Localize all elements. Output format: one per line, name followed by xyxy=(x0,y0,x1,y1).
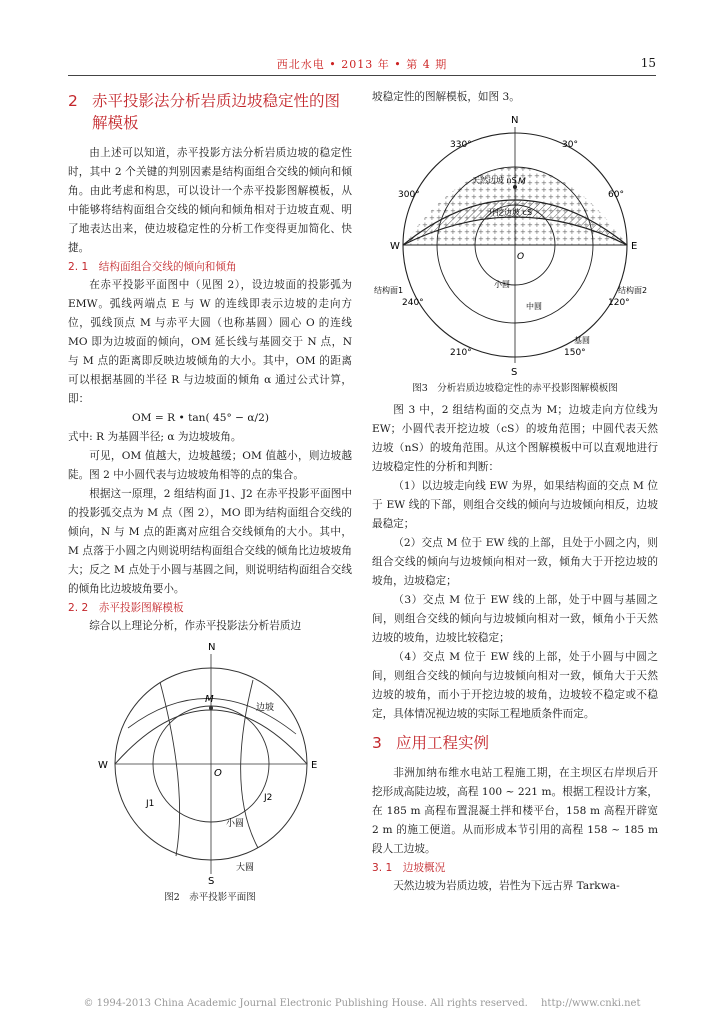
subsection-2-1-heading: 2. 1 结构面组合交线的倾向和倾角 xyxy=(68,261,237,273)
fig3-label-excavated-slope: 开挖边坡 cS xyxy=(488,208,533,217)
fig2-label-m: M xyxy=(205,694,214,705)
fig3-label-120: 120° xyxy=(608,298,630,308)
formula-om: OM = R • tan( 45° − α/2) xyxy=(132,412,269,424)
fig2-label-j1: J1 xyxy=(146,799,155,809)
header-rule xyxy=(68,75,656,76)
fig3-label-base-circle: 基圆 xyxy=(574,336,590,345)
figure-3-diagram xyxy=(372,109,658,379)
case-4: （4）交点 M 位于 EW 线的上部，处于小圆与中圆之间，则组合交线的倾向与边坡倾向相对一致，倾角大于天然边坡的坡角，而小于开挖边坡的坡角，边坡较不稳定或不稳定，具体情况视边坡的实际工程地质条件而定。 xyxy=(372,651,658,720)
paragraph-2-2-a: 综合以上理论分析，作赤平投影法分析岩质边 xyxy=(89,620,302,632)
paragraph-2-1-a: 在赤平投影平面图中（见图 2），设边坡面的投影弧为 EMW。弧线两端点 E 与 W 的连线即表示边坡的走向方位，弧线顶点 M 与赤平大圆（也称基圆）圆心 O 的连线 MO 即为边坡面的倾向，OM 延长线与基圆交于 N 点，N 与 M 点的距离即反映边坡倾角的大小。其中，OM 的距离可以根据基圆的半径 R 与边坡面的倾角 α 通过公式计算，即： xyxy=(68,279,352,405)
paragraph-2-1-c: 根据这一原理，2 组结构面 J1、J2 在赤平投影平面图中的投影弧交点为 M 点（图 2），MO 即为结构面组合交线的倾向，N 与 M 点的距离对应组合交线倾角的大小。其中，M 点落于小圆之内则说明结构面组合交线的倾角比边坡坡角大；反之 M 点处于小圆与基圆之间，则说明结构面组合交线的倾角比边坡坡角要小。 xyxy=(68,488,352,595)
fig3-point-m xyxy=(513,185,517,189)
case-2: （2）交点 M 位于 EW 线的上部，且处于小圆之内，则组合交线的倾向与边坡倾向相对一致，倾角大于开挖边坡的坡角，边坡稳定； xyxy=(372,537,658,587)
fig3-label-joint1: 结构面1 xyxy=(374,286,404,295)
fig3-label-w: W xyxy=(390,241,400,252)
journal-title: 西北水电 • 2013 年 • 第 4 期 xyxy=(276,58,448,71)
fig3-label-o: O xyxy=(517,252,525,262)
figure-3-caption: 图3 分析岩质边坡稳定性的赤平投影图解模板图 xyxy=(412,383,618,394)
fig3-label-small-circle: 小圆 xyxy=(494,280,510,289)
case-1: （1）以边坡走向线 EW 为界，如果结构面的交点 M 位于 EW 线的下部，则组合交线的倾向与边坡倾向相反，边坡最稳定； xyxy=(372,480,658,530)
fig3-label-60: 60° xyxy=(608,190,624,200)
fig2-label-w: W xyxy=(98,760,108,771)
formula-note: 式中: R 为基圆半径; α 为边坡坡角。 xyxy=(68,431,242,443)
fig3-label-n: N xyxy=(511,115,519,126)
figure-3 xyxy=(372,109,658,379)
fig3-label-e: E xyxy=(631,241,638,252)
section-2-title: 赤平投影法分析岩质边坡稳定性的图解模板 xyxy=(92,92,341,132)
section-3-paragraph: 非洲加纳布维水电站工程施工期，在主坝区右岸坝后开挖形成高陡边坡，高程 100 ~ 221 m。根据工程设计方案，在 185 m 高程布置混凝土拌和楼平台，158 m 高程开辟宽 2 m 的施工便道。从而形成本节引用的高程 158 ~ 185 m 段人工边坡。 xyxy=(372,767,658,855)
fig3-label-s: S xyxy=(511,367,518,378)
section-2-number: 2 xyxy=(68,92,78,110)
figure-2-diagram xyxy=(68,638,352,888)
fig3-label-joint2: 结构面2 xyxy=(618,286,648,295)
fig3-label-330: 330° xyxy=(450,140,472,150)
fig3-label-natural-slope: 天然边坡 nS xyxy=(472,176,517,185)
paragraph-3-1: 天然边坡为岩质边坡，岩性为下远古界 Tarkwa- xyxy=(393,880,620,892)
section-2-heading xyxy=(68,90,352,134)
section-2-intro: 由上述可以知道，赤平投影方法分析岩质边坡的稳定性时，其中 2 个关键的判别因素是结构面组合交线的倾向和倾角。由此考虑和构思，可以设计一个赤平投影图解模板，从中能够将结构面组合交线的倾向和倾角相对于边坡直观、明了地表达出来，使边坡稳定性的分析工作变得更加简化、快捷。 xyxy=(68,147,352,254)
fig3-label-150: 150° xyxy=(564,348,586,358)
fig2-point-m xyxy=(209,706,213,710)
fig3-label-mid-circle: 中圆 xyxy=(526,302,542,311)
page-number: 15 xyxy=(640,56,656,70)
fig2-label-e: E xyxy=(311,760,318,771)
fig2-label-o: O xyxy=(214,768,222,779)
fig2-label-slope: 边坡 xyxy=(256,703,275,713)
section-3-heading xyxy=(372,732,658,754)
copyright-footer: © 1994-2013 China Academic Journal Electronic Publishing House. All rights reserved. http://www.cnki.net xyxy=(83,998,641,1009)
subsection-3-1-heading: 3. 1 边坡概况 xyxy=(372,862,446,874)
fig3-label-300: 300° xyxy=(398,190,420,200)
fig2-label-big-circle: 大圆 xyxy=(236,863,255,873)
running-header xyxy=(68,56,656,72)
fig3-label-30: 30° xyxy=(562,140,578,150)
fig2-label-small-circle: 小圆 xyxy=(226,819,245,829)
fig2-label-s: S xyxy=(208,876,215,887)
fig2-label-n: N xyxy=(208,642,216,653)
subsection-2-2-heading: 2. 2 赤平投影图解模板 xyxy=(68,602,184,614)
fig3-label-210: 210° xyxy=(450,348,472,358)
fig2-label-j2: J2 xyxy=(264,793,273,803)
section-3-number: 3 xyxy=(372,734,382,752)
fig3-label-240: 240° xyxy=(402,298,424,308)
figure-3-paragraph: 图 3 中，2 组结构面的交点为 M；边坡走向方位线为 EW；小圆代表开挖边坡（cS）的坡角范围；中圆代表天然边坡（nS）的坡角范围。从这个图解模板中可以直观地进行边坡稳定性的分析和判断： xyxy=(372,404,658,473)
fig3-label-m: M xyxy=(518,177,526,187)
left-column xyxy=(68,88,352,910)
figure-2-caption: 图2 赤平投影平面图 xyxy=(164,892,256,903)
figure-2 xyxy=(68,638,352,888)
case-3: （3）交点 M 位于 EW 线的上部，处于中圆与基圆之间，则组合交线的倾向与边坡倾向相对一致，倾角小于天然边坡的坡角，边坡比较稳定； xyxy=(372,594,658,644)
section-3-title: 应用工程实例 xyxy=(396,734,490,752)
paragraph-2-2-continued: 坡稳定性的图解模板，如图 3。 xyxy=(372,91,520,103)
right-column xyxy=(372,88,658,896)
paragraph-2-1-b: 可见，OM 值越大，边坡越缓；OM 值越小，则边坡越陡。图 2 中小圆代表与边坡坡角相等的点的集合。 xyxy=(68,450,352,481)
